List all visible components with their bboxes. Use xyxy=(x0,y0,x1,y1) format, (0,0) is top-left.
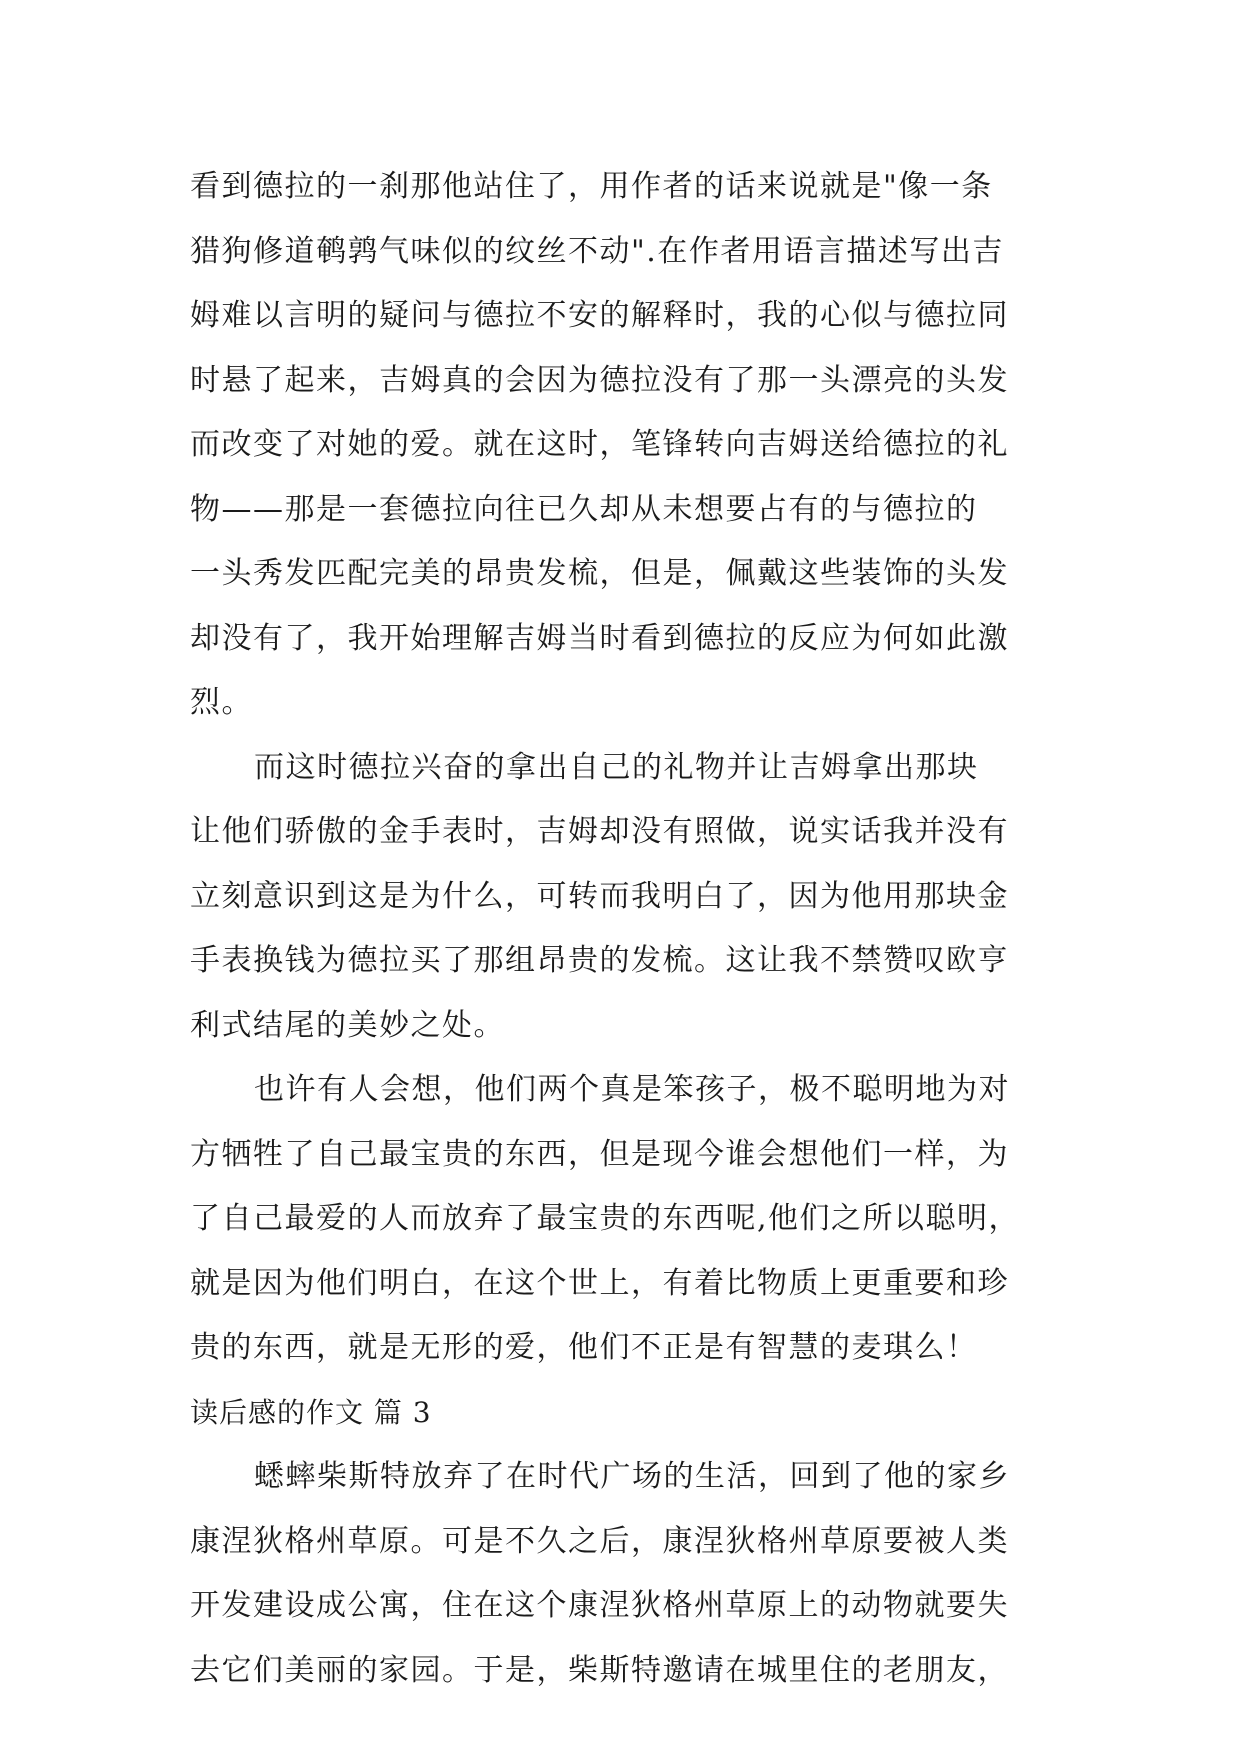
essay-body xyxy=(190,155,1058,1703)
text-line: 就是因为他们明白，在这个世上，有着比物质上更重要和珍 xyxy=(190,1265,1009,1301)
section-heading: 读后感的作文 篇 3 xyxy=(190,1395,432,1429)
text-line: 一头秀发匹配完美的昂贵发梳，但是，佩戴这些装饰的头发 xyxy=(190,556,1009,591)
text-line: 烈。 xyxy=(190,685,253,720)
text-line: 开发建设成公寓，住在这个康涅狄格州草原上的动物就要失 xyxy=(190,1588,1009,1623)
text-line: 了自己最爱的人而放弃了最宝贵的东西呢,他们之所以聪明， xyxy=(190,1201,1021,1236)
paragraph-start-line: 而这时德拉兴奋的拿出自己的礼物并让吉姆拿出那块 xyxy=(254,749,979,785)
text-line: 去它们美丽的家园。于是，柴斯特邀请在城里住的老朋友， xyxy=(190,1652,1009,1688)
text-line: 却没有了，我开始理解吉姆当时看到德拉的反应为何如此激 xyxy=(190,620,1009,656)
text-line: 姆难以言明的疑问与德拉不安的解释时，我的心似与德拉同 xyxy=(190,298,1009,333)
paragraph-start-line: 蟋蟀柴斯特放弃了在时代广场的生活，回到了他的家乡 xyxy=(254,1459,1010,1494)
text-line: 手表换钱为德拉买了那组昂贵的发梳。这让我不禁赞叹欧亨 xyxy=(190,943,1009,978)
text-line: 看到德拉的一刹那他站住了，用作者的话来说就是"像一条 xyxy=(190,169,993,204)
text-line: 而改变了对她的爱。就在这时，笔锋转向吉姆送给德拉的礼 xyxy=(190,427,1009,462)
text-line: 贵的东西，就是无形的爱，他们不正是有智慧的麦琪么！ xyxy=(190,1330,978,1365)
text-line: 方牺牲了自己最宝贵的东西，但是现今谁会想他们一样，为 xyxy=(190,1136,1009,1172)
text-line: 猎狗修道鹌鹑气味似的纹丝不动".在作者用语言描述写出吉 xyxy=(190,233,1004,269)
text-line: 时悬了起来，吉姆真的会因为德拉没有了那一头漂亮的头发 xyxy=(190,362,1009,398)
text-line: 让他们骄傲的金手表时，吉姆却没有照做，说实话我并没有 xyxy=(190,814,1009,849)
paragraph-start-line: 也许有人会想，他们两个真是笨孩子，极不聪明地为对 xyxy=(254,1072,1010,1107)
text-line: 立刻意识到这是为什么，可转而我明白了，因为他用那块金 xyxy=(190,878,1009,914)
text-line: 利式结尾的美妙之处。 xyxy=(190,1007,505,1043)
text-line: 康涅狄格州草原。可是不久之后，康涅狄格州草原要被人类 xyxy=(190,1523,1009,1559)
text-line: 物——那是一套德拉向往已久却从未想要占有的与德拉的 xyxy=(190,491,978,527)
